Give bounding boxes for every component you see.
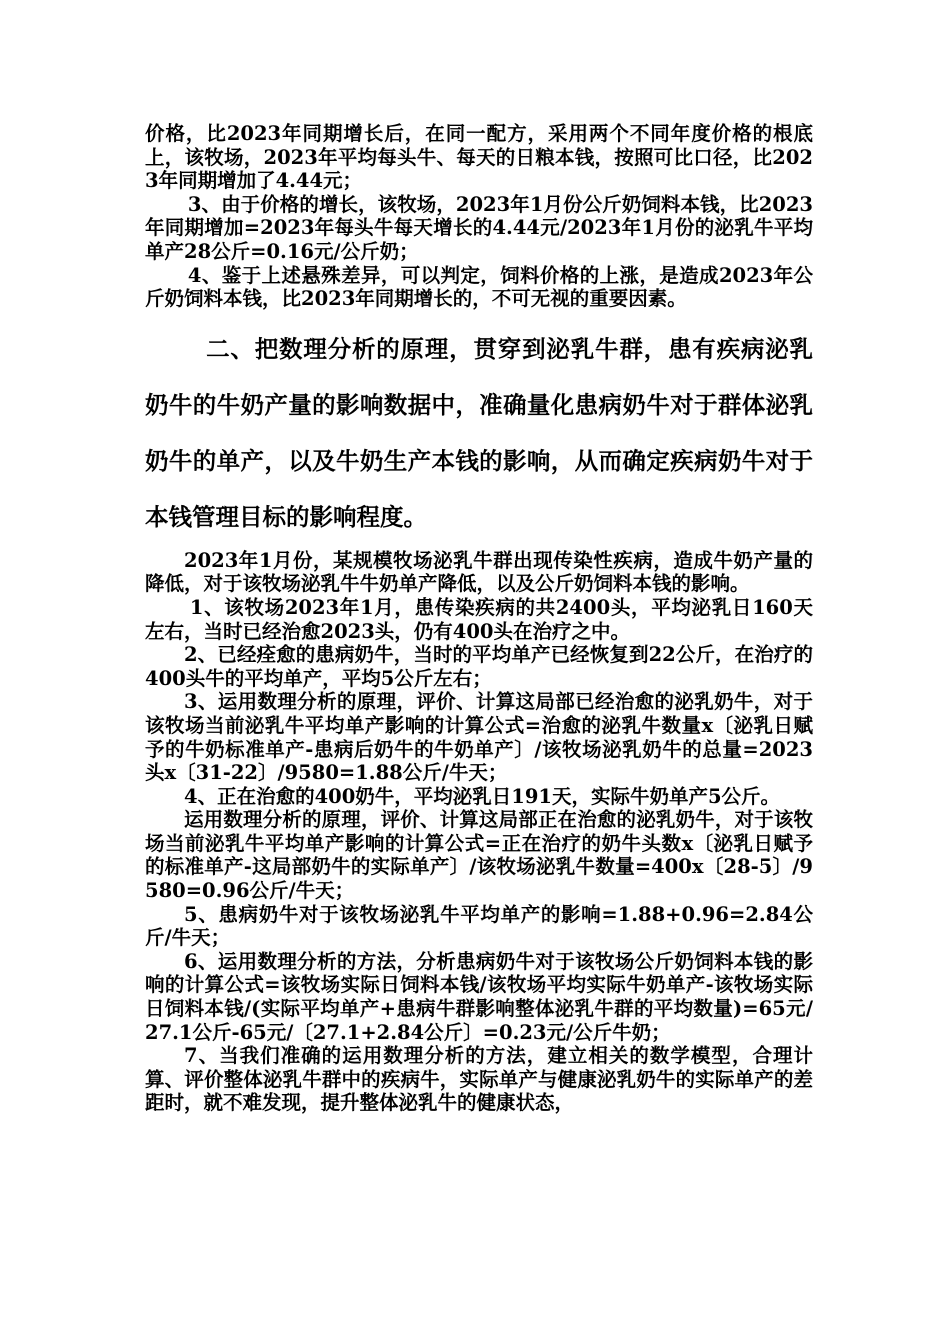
paragraph-price-increase: 价格，比2023年同期增长后，在同一配方，采用两个不同年度价格的根底上，该牧场，2023年平均每头牛、每天的日粮本钱，按照可比口径，比2023年同期增加了4.44元； — [145, 122, 813, 193]
paragraph-item-5-total-impact: 5、患病奶牛对于该牧场泌乳牛平均单产的影响=1.88+0.96=2.84公斤/牛天； — [145, 902, 813, 950]
document-page — [145, 122, 813, 1115]
section-heading: 二、把数理分析的原理，贯穿到泌乳牛群，患有疾病泌乳奶牛的牛奶产量的影响数据中，准确量化患病奶牛对于群体泌乳奶牛的单产，以及牛奶生产本钱的影响，从而确定疾病奶牛对于本钱管理目标的影响程度。 — [145, 334, 813, 531]
paragraph-item-7-model: 7、当我们准确的运用数理分析的方法，建立相关的数学模型，合理计算、评价整体泌乳牛群中的疾病牛，实际单产与健康泌乳奶牛的实际单产的差距时，就不难发现，提升整体泌乳牛的健康状态， — [145, 1044, 813, 1115]
paragraph-item-4-conclusion: 4、鉴于上述悬殊差异，可以判定，饲料价格的上涨，是造成2023年公斤奶饲料本钱，比2023年同期增长的，不可无视的重要因素。 — [145, 263, 813, 311]
paragraph-item-6-feed-cost-impact: 6、运用数理分析的方法，分析患病奶牛对于该牧场公斤奶饲料本钱的影响的计算公式=该牧场实际日饲料本钱/该牧场平均实际牛奶单产-该牧场实际日饲料本钱/(实际平均单产+患病牛群影响整体泌乳牛群的平均数量)=65元/27.1公斤-65元/〔27.1+2.84公斤〕=0.23元/公斤牛奶； — [145, 949, 813, 1044]
paragraph-item-4-treating-cows: 4、正在治愈的400奶牛，平均泌乳日191天，实际牛奶单产5公斤。 — [184, 784, 781, 808]
paragraph-item-1-infected-count: 1、该牧场2023年1月，患传染疾病的共2400头，平均泌乳日160天左右，当时已经治愈2023头，仍有400头在治疗之中。 — [145, 595, 813, 643]
paragraph-treating-formula: 运用数理分析的原理，评价、计算这局部正在治愈的泌乳奶牛，对于该牧场当前泌乳牛平均单产影响的计算公式=正在治疗的奶牛头数x〔泌乳日赋予的标准单产-这局部奶牛的实际单产〕/该牧场泌乳牛数量=400x〔28-5〕/9580=0.96公斤/牛天； — [145, 808, 813, 903]
paragraph-disease-intro: 2023年1月份，某规模牧场泌乳牛群出现传染性疾病，造成牛奶产量的降低，对于该牧场泌乳牛牛奶单产降低，以及公斤奶饲料本钱的影响。 — [145, 548, 813, 596]
paragraph-item-3-feed-cost: 3、由于价格的增长，该牧场，2023年1月份公斤奶饲料本钱，比2023年同期增加=2023年每头牛每天增长的4.44元/2023年1月份的泌乳牛平均单产28公斤=0.16元/公斤奶； — [145, 192, 813, 263]
paragraph-item-3-cured-formula: 3、运用数理分析的原理，评价、计算这局部已经治愈的泌乳奶牛，对于该牧场当前泌乳牛平均单产影响的计算公式=治愈的泌乳牛数量x〔泌乳日赋予的牛奶标准单产-患病后奶牛的牛奶单产〕/该牧场泌乳奶牛的总量=2023头x〔31-22〕/9580=1.88公斤/牛天； — [145, 690, 813, 785]
paragraph-item-2-recovered-yield: 2、已经痊愈的患病奶牛，当时的平均单产已经恢复到22公斤，在治疗的400头牛的平均单产，平均5公斤左右； — [145, 643, 813, 690]
